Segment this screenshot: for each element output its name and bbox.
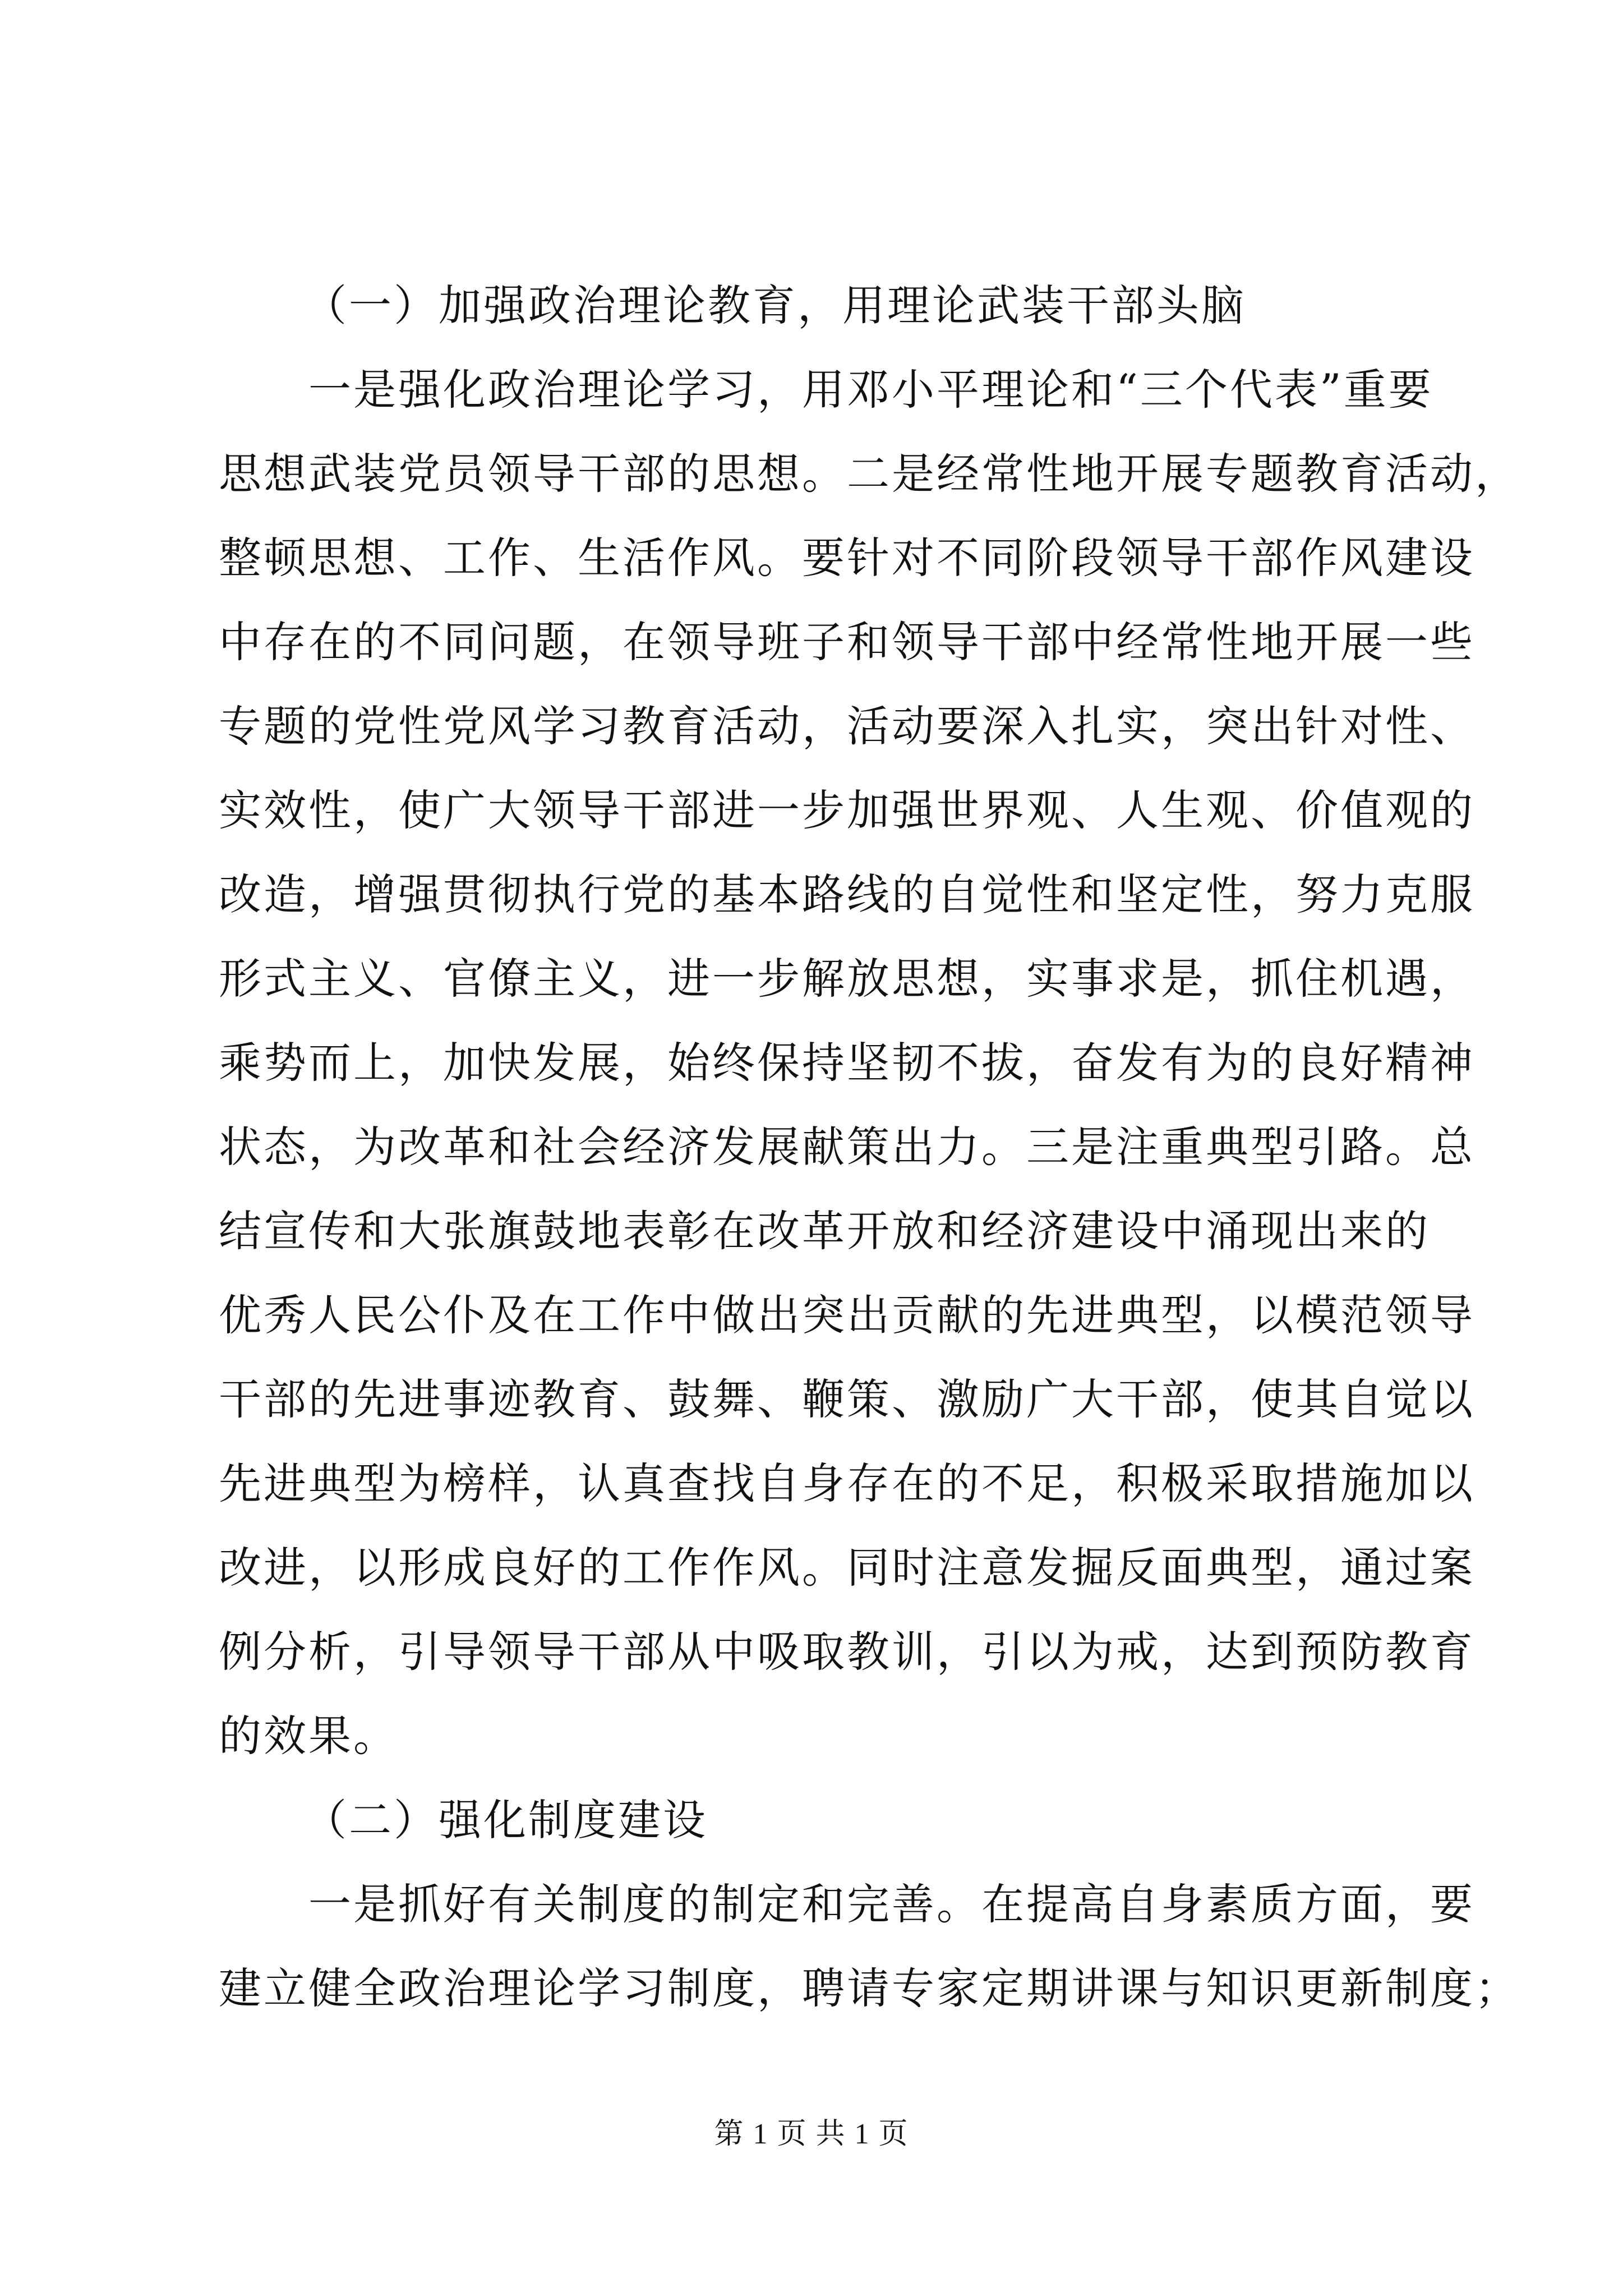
paragraph-line: 思想武装党员领导干部的思想。二是经常性地开展专题教育活动， bbox=[219, 449, 1520, 499]
paragraph-line: 干部的先进事迹教育、鼓舞、鞭策、激励广大干部，使其自觉以 bbox=[219, 1374, 1475, 1424]
paragraph-line: 结宣传和大张旗鼓地表彰在改革开放和经济建设中涌现出来的 bbox=[219, 1206, 1430, 1256]
section-heading: （一）加强政治理论教育，用理论武装干部头脑 bbox=[304, 280, 1246, 330]
paragraph-line: 专题的党性党风学习教育活动，活动要深入扎实，突出针对性、 bbox=[219, 701, 1475, 751]
paragraph-line: 实效性，使广大领导干部进一步加强世界观、人生观、价值观的 bbox=[219, 785, 1475, 835]
paragraph-line: 中存在的不同问题，在领导班子和领导干部中经常性地开展一些 bbox=[219, 617, 1475, 667]
section-heading: （二）强化制度建设 bbox=[304, 1795, 708, 1845]
paragraph-line: 一是抓好有关制度的制定和完善。在提高自身素质方面，要 bbox=[308, 1879, 1475, 1929]
paragraph-line: 乘势而上，加快发展，始终保持坚韧不拔，奋发有为的良好精神 bbox=[219, 1038, 1475, 1088]
page-footer: 第 1 页 共 1 页 bbox=[714, 2118, 909, 2150]
paragraph-line: 整顿思想、工作、生活作风。要针对不同阶段领导干部作风建设 bbox=[219, 533, 1475, 583]
paragraph-line: 优秀人民公仆及在工作中做出突出贡献的先进典型，以模范领导 bbox=[219, 1290, 1475, 1340]
paragraph-line: 先进典型为榜样，认真查找自身存在的不足，积极采取措施加以 bbox=[219, 1458, 1475, 1508]
paragraph-line: 状态，为改革和社会经济发展献策出力。三是注重典型引路。总 bbox=[219, 1122, 1475, 1172]
paragraph-line: 建立健全政治理论学习制度，聘请专家定期讲课与知识更新制度； bbox=[219, 1963, 1520, 2013]
paragraph-line: 一是强化政治理论学习，用邓小平理论和“三个代表”重要 bbox=[308, 365, 1433, 415]
paragraph-line: 改进，以形成良好的工作作风。同时注意发掘反面典型，通过案 bbox=[219, 1543, 1475, 1593]
paragraph-line: 改造，增强贯彻执行党的基本路线的自觉性和坚定性，努力克服 bbox=[219, 869, 1475, 919]
document-body bbox=[219, 264, 1520, 2031]
paragraph-line: 的效果。 bbox=[219, 1711, 398, 1761]
paragraph-line: 例分析，引导领导干部从中吸取教训，引以为戒，达到预防教育 bbox=[219, 1627, 1475, 1677]
paragraph-line: 形式主义、官僚主义，进一步解放思想，实事求是，抓住机遇， bbox=[219, 954, 1475, 1004]
